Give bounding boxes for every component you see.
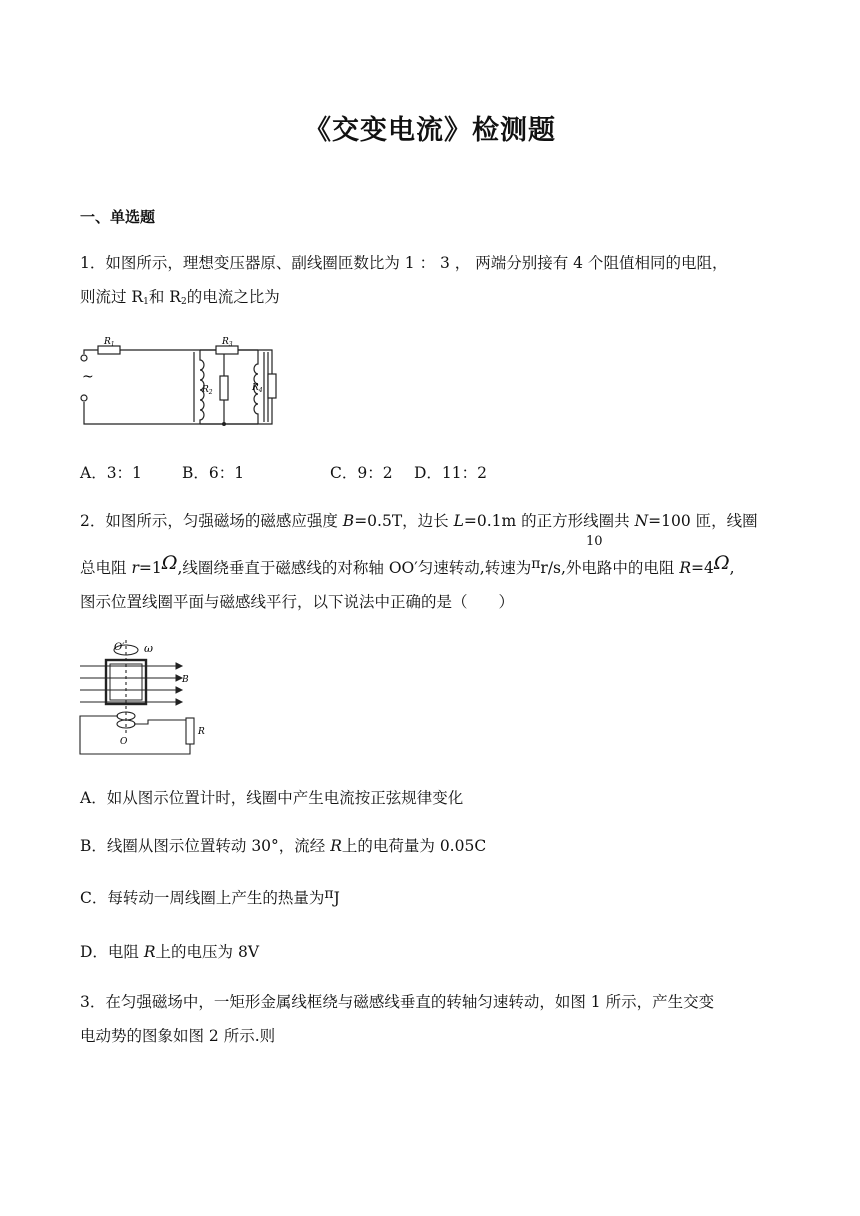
label-r2: $R_2$ [202,385,213,396]
q2-option-a[interactable]: A．如从图示位置计时，线圈中产生电流按正弦规律变化 [80,789,464,807]
label-o: O [120,737,128,747]
ac-source-icon: ~ [82,369,94,385]
label-r3: $R_3$ [222,337,233,348]
q2-text-line2: 总电阻 r=1Ω,线圈绕垂直于磁感线的对称轴 OO′匀速转动,转速为πr/s,外电路中的电阻 R=4Ω, [80,552,735,577]
q2-option-c[interactable]: C．每转动一周线圈上产生的热量为πJ [80,886,340,907]
section-heading: 一、单选题 [80,208,156,226]
label-r: R [198,727,205,737]
q3-text-line2: 电动势的图象如图 2 所示.则 [80,1027,276,1045]
q1-text-line1: 1．如图所示，理想变压器原、副线圈匝数比为 1 ： 3 ， 两端分别接有 4 个阻值相同的电阻， [80,254,728,272]
q2-option-b[interactable]: B．线圈从图示位置转动 30°，流经 R上的电荷量为 0.05C [80,837,487,855]
page-title: 《交变电流》检测题 [304,115,556,146]
label-o-prime: O′ [114,642,125,653]
label-b: B [182,675,189,685]
q2-coil-figure [78,638,208,758]
q2-text-line1: 2．如图所示，匀强磁场的磁感应强度 B=0.5T，边长 L=0.1m 的正方形线圈共 N=100 匝，线圈 [80,512,758,530]
label-r4: $R_4$ [252,383,263,394]
q2-fraction-numerator: 10 [586,534,603,549]
q2-option-d[interactable]: D．电阻 R上的电压为 8V [80,943,260,961]
q1-option-b[interactable]: B．6：1 [182,464,245,482]
q1-text-line2: 则流过 $R_1$和 $R_2$的电流之比为 [80,288,280,307]
q1-option-c[interactable]: C．9：2 [330,464,393,482]
label-omega: ω [144,642,153,655]
q2-text-line3: 图示位置线圈平面与磁感线平行，以下说法中正确的是（ ） [80,593,515,611]
q3-text-line1: 3．在匀强磁场中，一矩形金属线框绕与磁感线垂直的转轴匀速转动，如图 1 所示，产生交变 [80,993,715,1011]
q1-option-a[interactable]: A．3：1 [80,464,142,482]
label-r1: $R_1$ [104,337,115,348]
q1-option-d[interactable]: D．11：2 [414,464,488,482]
q1-secondary-figure [190,334,280,429]
